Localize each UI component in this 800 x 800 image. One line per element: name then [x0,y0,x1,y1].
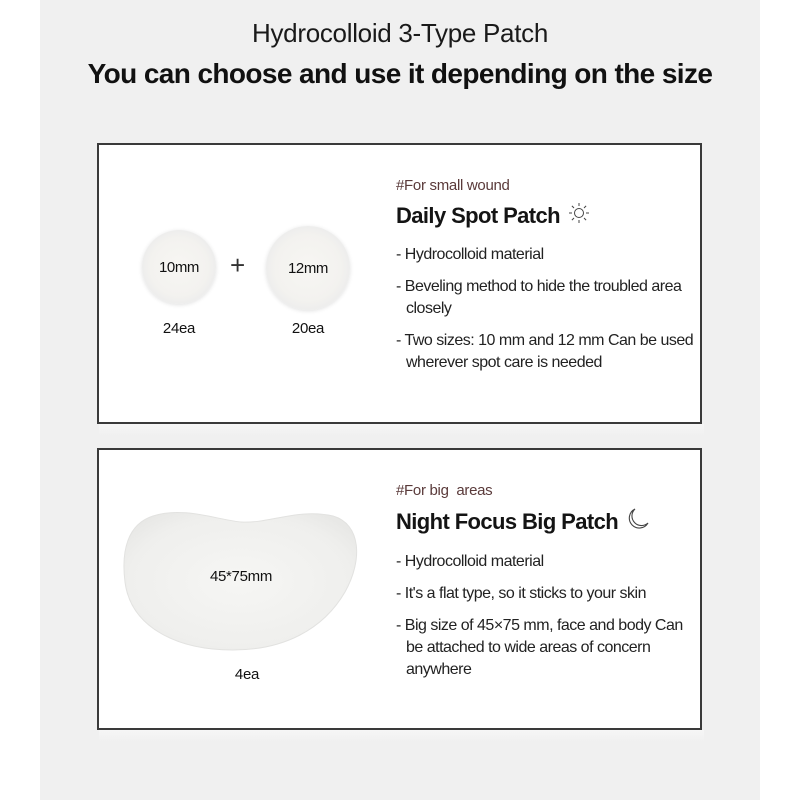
product-name [396,202,696,230]
hashtag: #For small wound [396,177,510,194]
feature-item: - Two sizes: 10 mm and 12 mm Can be used wherever spot care is needed [396,332,694,371]
daily-spot-patch-card [97,143,702,424]
feature-list [396,551,696,681]
feature-item: - Big size of 45×75 mm, face and body Can be attached to wide areas of concern anywhere [396,617,683,678]
feature-item: - Beveling method to hide the troubled area closely [396,278,682,317]
card-shadow [99,730,704,742]
patch-10mm [142,230,216,304]
card-shadow [99,424,704,436]
patch-count: 24ea [162,320,196,337]
patch-size-label: 10mm [158,258,200,276]
patch-12mm [266,226,350,310]
page-subtitle: You can choose and use it depending on the size [87,58,713,89]
hashtag: #For big areas [396,482,493,499]
patch-count: 4ea [234,666,260,683]
product-info [396,482,696,691]
sun-icon [568,202,590,230]
product-name-text: Night Focus Big Patch [396,509,619,534]
feature-item: - Hydrocolloid material [396,553,544,570]
patch-size-label: 12mm [287,259,329,277]
moon-icon [626,507,650,537]
product-name-text: Daily Spot Patch [396,203,560,228]
night-focus-big-patch-card [97,448,702,730]
feature-list [396,244,696,374]
feature-item: - It's a flat type, so it sticks to your skin [396,585,646,602]
product-info [396,177,696,384]
patch-count: 20ea [291,320,325,337]
plus-icon: + [230,250,246,280]
patch-size-label: 45*75mm [209,568,273,585]
feature-item: - Hydrocolloid material [396,246,544,263]
page-title: Hydrocolloid 3-Type Patch [252,18,548,48]
product-name [396,507,696,537]
